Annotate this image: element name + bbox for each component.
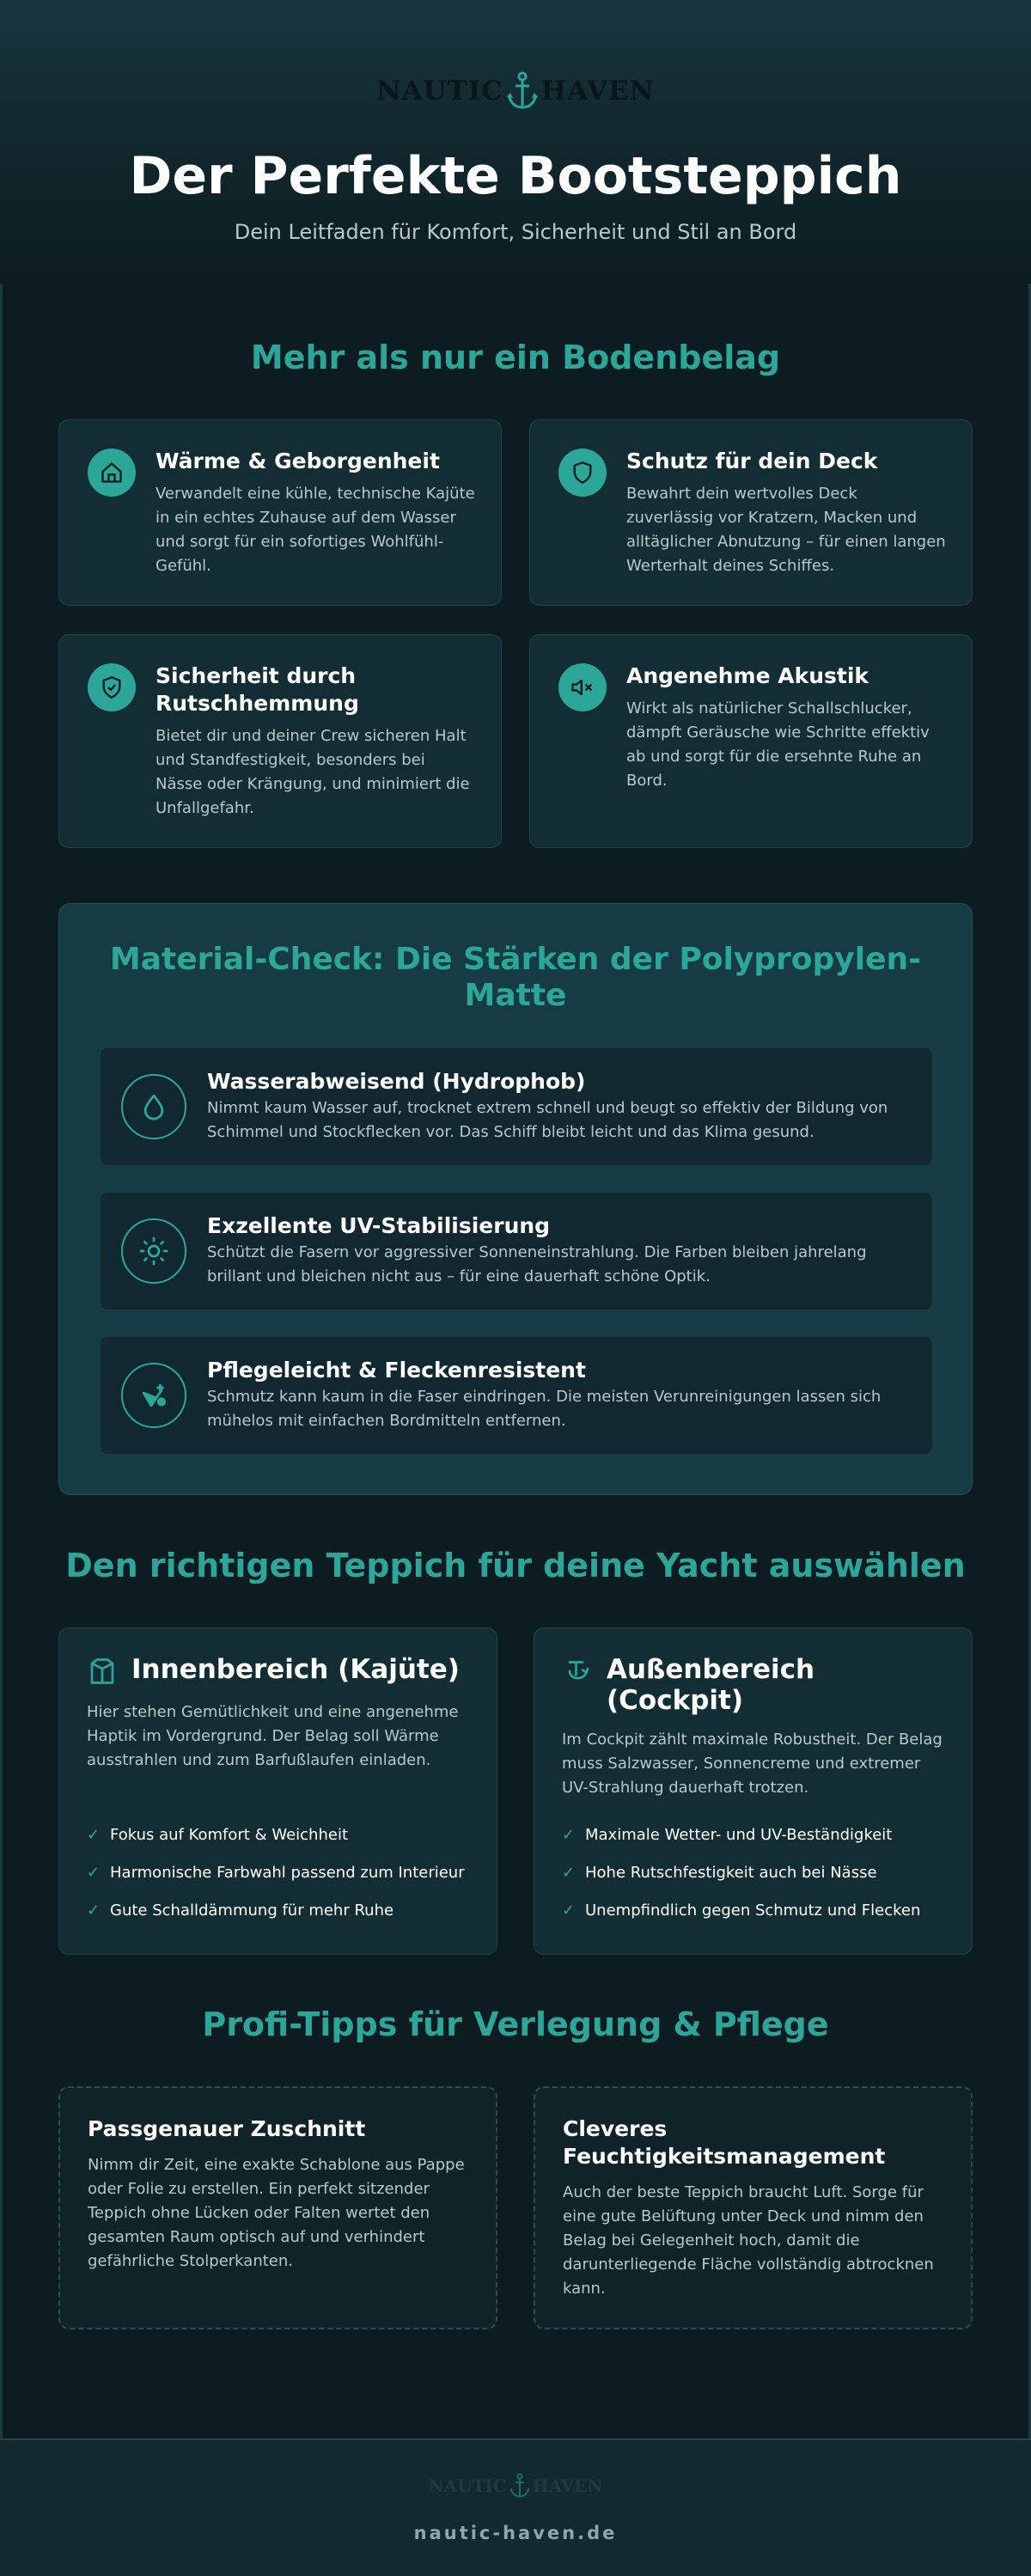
sparkle-clean-icon [121,1363,186,1428]
material-item-title: Exzellente UV-Stabilisierung [207,1213,551,1238]
exterior-list [562,1816,955,1929]
speaker-mute-icon [558,663,607,711]
logo-right-text: HAVEN [540,76,655,107]
shield-check-icon [88,663,136,711]
benefit-card-safety [58,634,502,848]
benefit-text: Verwandelt eine kühle, technische Kajüte in ein echtes Zuhause auf dem Wasser und sorgt für ein sofortiges Wohlfühl-Gefühl. [156,485,475,575]
benefit-card-warmth [58,419,502,606]
page-title: Der Perfekte Bootsteppich [129,146,902,206]
material-item-water [101,1048,932,1165]
sun-icon [121,1218,186,1284]
interior-card [58,1627,497,1955]
benefit-text: Wirkt als natürlicher Schallschlucker, dämpft Geräusche wie Schritte effektiv ab und sorgt für die ersehnte Ruhe an Bord. [626,699,930,790]
hero [0,0,1031,284]
footer [0,2439,1031,2576]
tip-card-cutting [58,2086,497,2329]
interior-text: Hier stehen Gemütlichkeit und eine angenehme Haptik im Vordergrund. Der Belag soll Wärme ausstrahlen und zum Barfußlaufen einladen. [87,1703,459,1769]
logo-right-text: HAVEN [532,2475,603,2496]
tip-title: Passgenauer Zuschnitt [88,2116,366,2141]
tip-text: Auch der beste Teppich braucht Luft. Sorge für eine gute Belüftung unter Deck und nimm den Belag bei Gelegenheit hoch, damit die darunterliegende Fläche vollständig abtrocknen kann. [563,2183,934,2298]
check-icon: ✓ [87,1825,101,1844]
benefit-title: Wärme & Geborgenheit [156,449,440,473]
list-item: ✓ Unempfindlich gegen Schmutz und Flecken [562,1901,921,1920]
benefit-card-acoustics [529,634,973,848]
check-icon: ✓ [562,1863,576,1882]
material-item-text: Nimmt kaum Wasser auf, trocknet extrem schnell und beugt so effektiv der Bildung von Schimmel und Stockflecken vor. Das Schiff bleibt leicht und das Klima gesund. [207,1099,888,1141]
brand-logo[interactable] [0,69,1031,113]
benefit-text: Bewahrt dein wertvolles Deck zuverlässig vor Kratzern, Macken und alltäglicher Abnutzung – für einen langen Werterhalt deines Schiffes. [626,485,946,575]
material-heading: Material-Check: Die Stärken der Polypropylen-Matte [109,942,922,1013]
list-item: ✓ Harmonische Farbwahl passend zum Interieur [87,1863,465,1882]
material-item-text: Schützt die Fasern vor aggressiver Sonneneinstrahlung. Die Farben bleiben jahrelang brillant und bleichen nicht aus – für eine dauerhaft schöne Optik. [207,1243,867,1285]
benefits-heading: Mehr als nur ein Bodenbelag [250,339,781,376]
benefit-title: Sicherheit durch Rutschhemmung [156,663,359,716]
droplet-icon [121,1074,186,1139]
tip-text: Nimm dir Zeit, eine exakte Schablone aus Pappe oder Folie zu erstellen. Ein perfekt sitzender Teppich ohne Lücken oder Falten wertet den gesamten Raum optisch auf und verhindert gefährliche Stolperkanten. [88,2156,465,2270]
list-item: ✓ Gute Schalldämmung für mehr Ruhe [87,1901,394,1920]
material-item-care [101,1337,932,1454]
check-icon: ✓ [562,1901,576,1920]
tip-card-moisture [534,2086,973,2329]
material-item-title: Pflegeleicht & Fleckenresistent [207,1358,586,1383]
logo-left-text: NAUTIC [428,2475,507,2496]
check-icon: ✓ [87,1863,101,1882]
benefit-card-protection [529,419,973,606]
exterior-card [534,1627,973,1955]
interior-list [87,1816,479,1929]
exterior-text: Im Cockpit zählt maximale Robustheit. Der Belag muss Salzwasser, Sonnencreme und extremer UV-Strahlung dauerhaft trotzen. [562,1731,943,1797]
benefit-title: Angenehme Akustik [626,663,869,688]
anchor-icon [505,71,540,111]
material-item-text: Schmutz kann kaum in die Faser eindringen. Die meisten Verunreinigungen lassen sich mühelos mit einfachen Bordmitteln entfernen. [207,1388,882,1430]
home-icon [88,449,136,497]
exterior-title: Außenbereich (Cockpit) [607,1654,815,1716]
check-icon: ✓ [87,1901,101,1920]
interior-title: Innenbereich (Kajüte) [131,1654,460,1685]
list-item: ✓ Maximale Wetter- und UV-Beständigkeit [562,1825,893,1844]
footer-url-link[interactable]: nautic-haven.de [413,2523,618,2543]
shield-icon [558,449,607,497]
material-item-uv [101,1193,932,1309]
logo-left-text: NAUTIC [376,76,503,107]
choose-heading: Den richtigen Teppich für deine Yacht auswählen [65,1547,966,1584]
benefit-title: Schutz für dein Deck [626,449,878,473]
check-icon: ✓ [562,1825,576,1844]
list-item: ✓ Fokus auf Komfort & Weichheit [87,1825,349,1844]
page-subtitle: Dein Leitfaden für Komfort, Sicherheit und Stil an Bord [234,220,797,244]
cockpit-icon [562,1656,593,1687]
tip-title: Cleveres Feuchtigkeitsmanagement [563,2116,886,2169]
material-item-title: Wasserabweisend (Hydrophob) [207,1069,586,1094]
material-check-panel [58,903,973,1495]
tips-heading: Profi-Tipps für Verlegung & Pflege [202,2005,829,2043]
benefit-text: Bietet dir und deiner Crew sicheren Halt und Standfestigkeit, besonders bei Nässe oder Krängung, und minimiert die Unfallgefahr. [156,727,470,817]
footer-logo[interactable] [0,2473,1031,2499]
anchor-icon [509,2473,531,2499]
cabin-icon [87,1656,118,1687]
list-item: ✓ Hohe Rutschfestigkeit auch bei Nässe [562,1863,877,1882]
